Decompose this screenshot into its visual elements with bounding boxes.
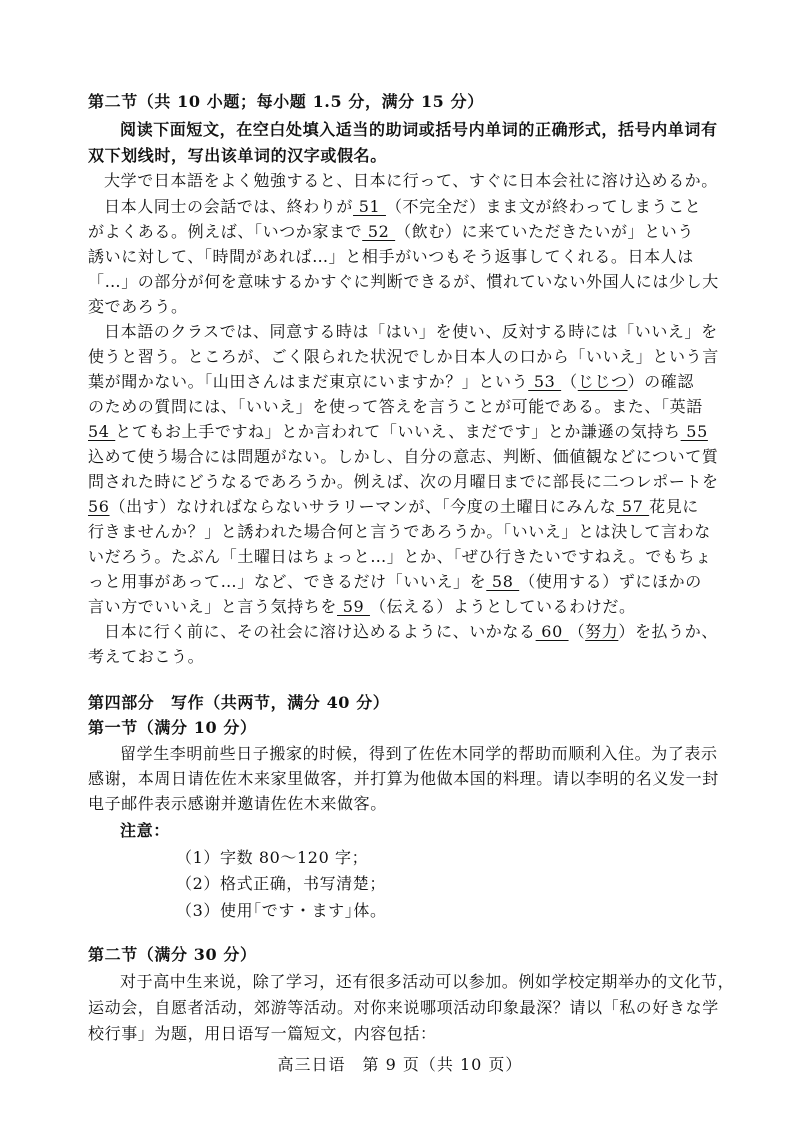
passage-line: 56（出す）なければならないサラリーマンが、「今度の土曜日にみんな 57 花見に (88, 497, 699, 516)
section2-prompt-cont: 运动会，自愿者活动，郊游等活动。对你来说哪项活动印象最深？请以「私の好きな学 (88, 998, 719, 1017)
section2-heading: 第二节（共 10 小题；每小题 1.5 分，满分 15 分） (88, 92, 484, 111)
section1-prompt-cont: 感谢，本周日请佐佐木来家里做客，并打算为他做本国的料理。请以李明的名义发一封 (88, 769, 719, 788)
passage-line: っと用事があって…」など、できるだけ「いいえ」を 58 （使用する）ずにほかの (88, 572, 702, 591)
passage-line: 日本語のクラスでは、同意する時は「はい」を使い、反対する時には「いいえ」を (104, 322, 718, 341)
note-item: （1）字数 80～120 字； (176, 848, 369, 867)
passage-line: 日本に行く前に、その社会に溶け込めるように、いかなる 60 （努力）を払うか、 (104, 622, 718, 641)
note-item: （3）使用｢です・ます｣体。 (176, 901, 387, 920)
blank-60: 60 (535, 622, 569, 641)
passage-line: 込めて使う場合には問題がない。しかし、自分の意志、判断、価値観などについて質 (88, 447, 719, 466)
blank-55: 55 (680, 422, 708, 441)
passage-line: 日本人同士の会話では、終わりが 51 （不完全だ）まま文が終わってしまうこと (104, 197, 702, 216)
passage-line: 使うと習う。ところが、ごく限られた状況でしか日本人の口から「いいえ」という言 (88, 347, 719, 366)
passage-line: のための質問には、「いいえ」を使って答えを言うことが可能である。また、「英語 (88, 397, 703, 416)
note-item: （2）格式正确，书写清楚； (176, 874, 386, 893)
passage-line: 変であろう。 (88, 297, 188, 316)
part4-heading: 第四部分 写作（共两节，满分 40 分） (88, 693, 390, 712)
section2-instruction-cont: 双下划线时，写出该单词的汉字或假名。 (88, 146, 387, 165)
section2-prompt: 对于高中生来说，除了学习，还有很多活动可以参加。例如学校定期举办的文化节， (120, 972, 735, 991)
section1-prompt-cont: 电子邮件表示感谢并邀请佐佐木来做客。 (88, 794, 387, 813)
blank-53: 53 (528, 372, 562, 391)
page-footer: 高三日语 第 9 页（共 10 页） (277, 1055, 523, 1074)
notes-label: 注意： (120, 821, 170, 840)
passage-line: 葉が聞かない。「山田さんはまだ東京にいますか？」という 53 （じじつ）の確認 (88, 372, 694, 391)
blank-57: 57 (616, 497, 650, 516)
blank-59: 59 (337, 597, 370, 616)
passage-line: 大学で日本語をよく勉強すると、日本に行って、すぐに日本会社に溶け込めるか。 (104, 171, 718, 190)
passage-line: いだろう。たぶん「土曜日はちょっと…」とか、「ぜひ行きたいですねえ。でもちょ (88, 547, 712, 566)
blank-51: 51 (353, 197, 386, 216)
passage-line: 考えておこう。 (88, 647, 205, 666)
passage-line: 問された時にどうなるであろうか。例えば、次の月曜日までに部長に二つレポートを (88, 472, 719, 491)
double-underlined-word: 努力 (585, 622, 619, 641)
section2-instruction: 阅读下面短文，在空白处填入适当的助词或括号内单词的正确形式，括号内单词有 (120, 120, 718, 139)
blank-54: 54 (88, 422, 116, 441)
part4-section2-heading: 第二节（满分 30 分） (88, 945, 257, 964)
section2-prompt-cont: 校行事」为题，用日语写一篇短文，内容包括： (88, 1024, 437, 1043)
passage-line: 誘いに対して、「時間があれば…」と相手がいつもそう返事してくれる。日本人は (88, 247, 694, 266)
passage-line: 行きませんか？」と誘われた場合何と言うであろうか。「いいえ」とは決して言わな (88, 522, 711, 541)
passage-line: 54 とてもお上手ですね」とか言われて「いいえ、まだです」とか謙遜の気持ち 55 (88, 422, 708, 441)
blank-56: 56 (88, 497, 110, 516)
section1-prompt: 留学生李明前些日子搬家的时候，得到了佐佐木同学的帮助而顺利入住。为了表示 (120, 744, 718, 763)
part4-section1-heading: 第一节（满分 10 分） (88, 718, 257, 737)
passage-line: がよくある。例えば、「いつか家まで 52 （飲む）に来ていただきたいが」という (88, 222, 694, 241)
passage-line: 「…」の部分が何を意味するかすぐに判断できるが、慣れていない外国人には少し大 (88, 272, 719, 291)
blank-52: 52 (362, 222, 396, 241)
double-underlined-word: じじつ (577, 372, 628, 391)
passage-line: 言い方でいいえ」と言う気持ちを 59 （伝える）ようとしているわけだ。 (88, 597, 636, 616)
blank-58: 58 (486, 572, 520, 591)
